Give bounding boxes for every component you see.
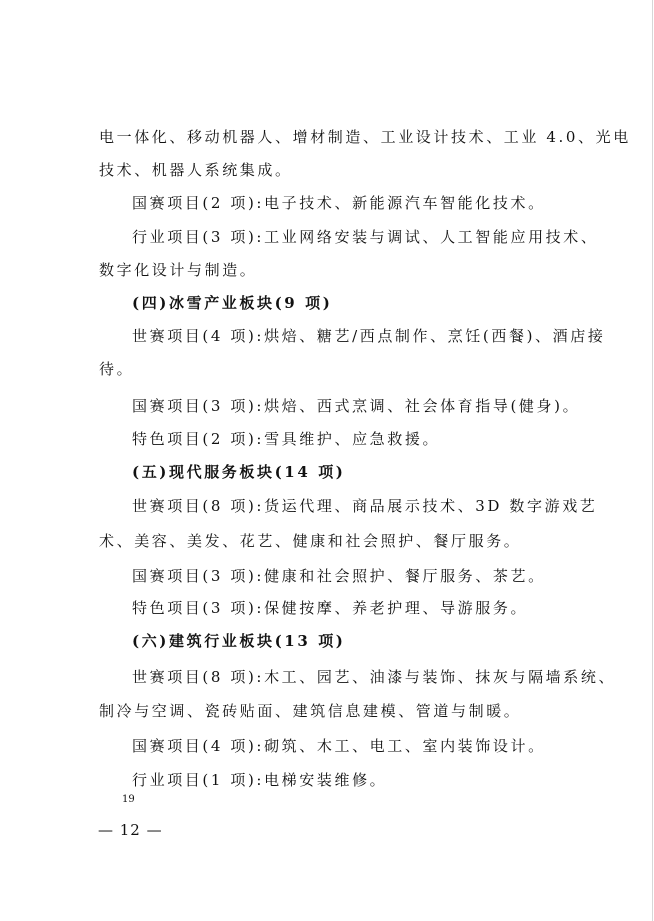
text-line: 特色项目(2 项):雪具维护、应急救援。 <box>132 430 441 448</box>
text-line: 制冷与空调、瓷砖贴面、建筑信息建模、管道与制暖。 <box>99 702 522 720</box>
text-line: 术、美容、美发、花艺、健康和社会照护、餐厅服务。 <box>99 532 522 550</box>
text-line: 待。 <box>99 360 135 378</box>
text-line: 电一体化、移动机器人、增材制造、工业设计技术、工业 4.0、光电 <box>99 128 631 146</box>
text-line: 行业项目(1 项):电梯安装维修。 <box>132 771 388 789</box>
text-line: 数字化设计与制造。 <box>99 261 258 279</box>
text-line: 特色项目(3 项):保健按摩、养老护理、导游服务。 <box>132 599 529 617</box>
section-heading: (五)现代服务板块(14 项) <box>132 463 346 481</box>
page-number: — 12 — <box>98 821 163 839</box>
text-line: 世赛项目(8 项):货运代理、商品展示技术、3D 数字游戏艺 <box>132 497 598 515</box>
text-line: 国赛项目(3 项):烘焙、西式烹调、社会体育指导(健身)。 <box>132 397 581 415</box>
section-heading: (四)冰雪产业板块(9 项) <box>132 294 333 312</box>
text-line: 行业项目(3 项):工业网络安装与调试、人工智能应用技术、 <box>132 228 599 246</box>
text-line: 世赛项目(4 项):烘焙、糖艺/西点制作、烹饪(西餐)、酒店接 <box>132 327 606 345</box>
text-line: 国赛项目(2 项):电子技术、新能源汽车智能化技术。 <box>132 194 546 212</box>
cropped-line-number: 19 <box>122 794 135 805</box>
text-line: 国赛项目(3 项):健康和社会照护、餐厅服务、茶艺。 <box>132 567 546 585</box>
text-line: 国赛项目(4 项):砌筑、木工、电工、室内装饰设计。 <box>132 737 546 755</box>
section-heading: (六)建筑行业板块(13 项) <box>132 632 346 650</box>
text-line: 世赛项目(8 项):木工、园艺、油漆与装饰、抹灰与隔墙系统、 <box>132 668 617 686</box>
text-line: 技术、机器人系统集成。 <box>99 161 293 179</box>
